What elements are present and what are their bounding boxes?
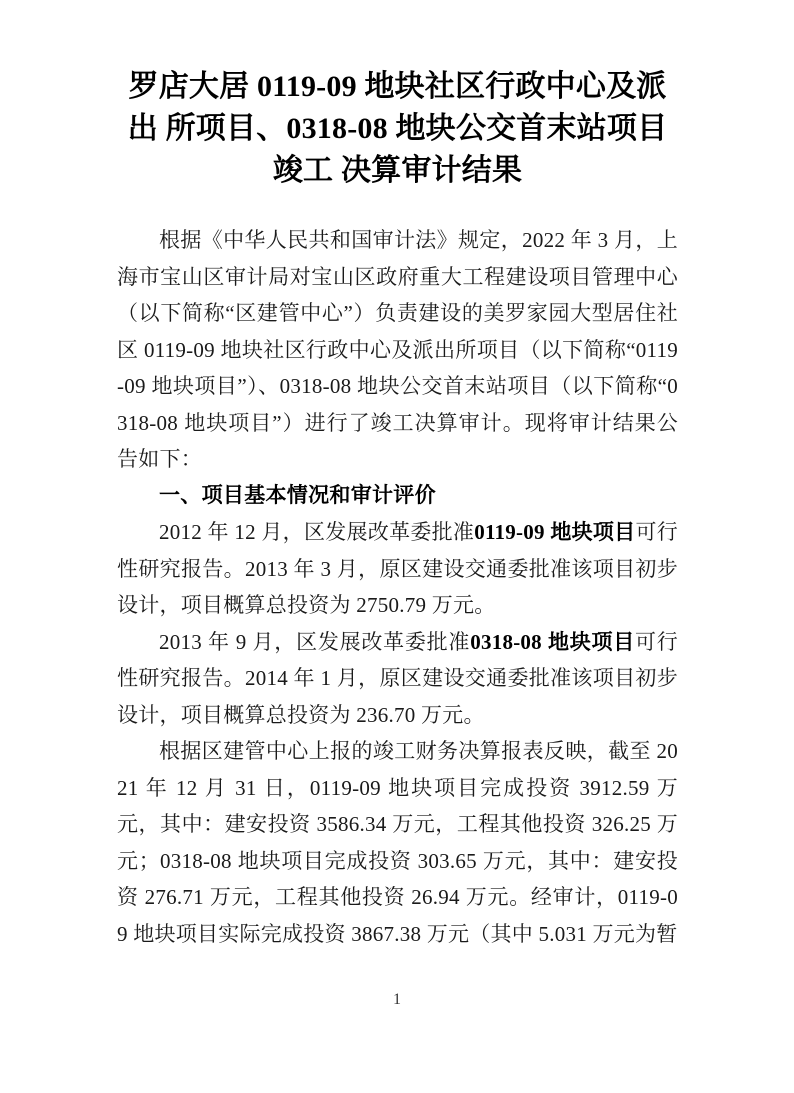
run-emphasis-0119-project: 0119-09 地块项目	[474, 520, 636, 544]
run-emphasis-0318-project: 0318-08 地块项目	[470, 629, 635, 654]
page-title	[117, 0, 678, 192]
paragraph-0119-approval	[117, 514, 678, 624]
page-number: 1	[393, 991, 401, 1008]
run-text: 可行性研究报告。2014 年 1 月，原区建设交通委批准该项目初步设计，项目概算总投资为 236.70 万元。	[117, 629, 679, 727]
title-line-3: 决算审计结果	[340, 154, 523, 187]
section-heading-1: 一、项目基本情况和审计评价	[159, 483, 436, 507]
paragraph-intro: 根据《中华人民共和国审计法》规定，2022 年 3 月，上海市宝山区审计局对宝山区政府重大工程建设项目管理中心（以下简称“区建管中心”）负责建设的美罗家园大型居住社区 0119-09 地块社区行政中心及派出所项目（以下简称“0119-09 地块项目”）、0318-08 地块公交首末站项目（以下简称“0318-08 地块项目”）进行了竣工决算审计。现将审计结果公告如下：	[117, 228, 678, 471]
paragraph-settlement: 根据区建管中心上报的竣工财务决算报表反映，截至 2021 年 12 月 31 日，0119-09 地块项目完成投资 3912.59 万元，其中：建安投资 3586.34 万元，工程其他投资 326.25 万元；0318-08 地块项目完成投资 303.65 万元，其中：建安投资 276.71 万元，工程其他投资 26.94 万元。经审计，0119-09 地块项目实际完成投资 3867.38 万元（其中 5.031 万元为暂	[117, 739, 678, 946]
run-text: 2012 年 12 月，区发展改革委批准	[159, 520, 475, 544]
title-line-1: 罗店大居 0119-09 地块社区行政中心及派出	[127, 70, 667, 145]
title-line-2: 所项目、0318-08 地块公交首末站项目竣工	[165, 112, 668, 187]
run-text: 可行性研究报告。2013 年 3 月，原区建设交通委批准该项目初步设计，项目概算总投资为 2750.79 万元。	[117, 520, 679, 617]
page-content	[117, 0, 678, 952]
run-text: 2013 年 9 月，区发展改革委批准	[159, 629, 471, 654]
paragraph-0318-approval	[117, 624, 678, 734]
